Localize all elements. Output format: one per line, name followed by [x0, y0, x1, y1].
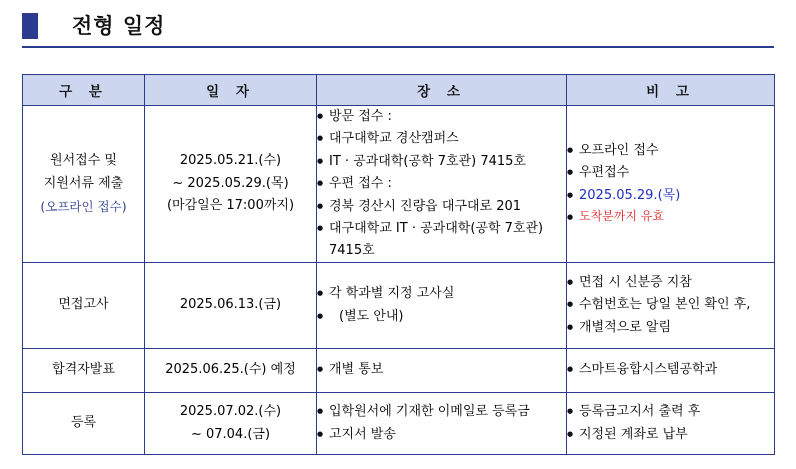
list-item: ● 개별적으로 알림: [567, 317, 774, 338]
schedule-table-container: [22, 74, 774, 455]
list-item: ● 우편접수: [567, 162, 774, 183]
category-line-2: 지원서류 제출: [43, 176, 124, 192]
cell-place: [317, 263, 567, 349]
table-row: [23, 393, 775, 455]
note-list: [567, 401, 774, 445]
cell-note: [567, 263, 775, 349]
cell-category: [23, 263, 145, 349]
cell-place: [317, 349, 567, 393]
date-line-2: ~ 07.04.(금): [190, 426, 271, 442]
list-item: ● 등록금고지서 출력 후: [567, 401, 774, 422]
list-item: ● 방문 접수 :: [317, 106, 566, 127]
cell-note: [567, 106, 775, 263]
cell-date: [145, 393, 317, 455]
cell-category: [23, 106, 145, 263]
list-item: ● 우편 접수 :: [317, 173, 566, 194]
table-row: [23, 263, 775, 349]
list-item: ● 수험번호는 당일 본인 확인 후,: [567, 294, 774, 315]
date-line-1: 2025.06.25.(수) 예정: [165, 362, 296, 378]
date-line-2: ~ 2025.05.29.(목): [172, 175, 289, 191]
category-line-1: 면접고사: [58, 297, 109, 313]
list-item: ● 2025.05.29.(목): [567, 185, 774, 206]
column-header-place: 장 소: [317, 75, 567, 106]
date-line-1: 2025.07.02.(수): [179, 403, 282, 419]
list-item: ● 도착분까지 유효: [567, 207, 774, 227]
list-item: ● 면접 시 신분증 지참: [567, 272, 774, 293]
cell-date: [145, 263, 317, 349]
list-item: ● IT · 공과대학(공학 7호관) 7415호: [317, 151, 566, 172]
cell-category: [23, 393, 145, 455]
cell-date: [145, 106, 317, 263]
date-line-1: 2025.06.13.(금): [179, 297, 282, 313]
header-divider: [22, 46, 774, 48]
list-item: ● 지정된 계좌로 납부: [567, 424, 774, 445]
list-item-continuation: ● (별도 안내): [339, 308, 404, 324]
column-header-category: 구 분: [23, 75, 145, 106]
list-item: ● 고지서 발송: [317, 424, 566, 445]
category-line-3: (오프라인 접수): [40, 198, 127, 214]
cell-date: [145, 349, 317, 393]
schedule-table: [22, 74, 775, 455]
category-line-1: 등록: [70, 415, 97, 431]
page-header: [22, 10, 774, 52]
category-line-1: 합격자발표: [52, 362, 115, 378]
cell-note: [567, 349, 775, 393]
column-header-note: 비 고: [567, 75, 775, 106]
list-item: ● 대구대학교 경산캠퍼스: [317, 128, 566, 149]
place-list: [317, 106, 566, 261]
category-line-1: 원서접수 및: [50, 153, 117, 169]
note-list: [567, 140, 774, 227]
header-accent-bar: [22, 13, 38, 39]
place-list: [317, 283, 566, 327]
list-item: ● 입학원서에 기재한 이메일로 등록금: [317, 401, 566, 422]
note-list: [567, 272, 774, 338]
list-item: ● 개별 통보: [317, 359, 566, 380]
list-item: ● 스마트융합시스템공학과: [567, 359, 774, 380]
cell-note: [567, 393, 775, 455]
list-item: ● 대구대학교 IT · 공과대학(공학 7호관) 7415호: [317, 218, 566, 261]
note-list: [567, 359, 774, 380]
column-header-date: 일 자: [145, 75, 317, 106]
cell-place: [317, 393, 567, 455]
date-line-3: (마감일은 17:00까지): [166, 198, 295, 214]
list-item: ● 오프라인 접수: [567, 140, 774, 161]
place-list: [317, 401, 566, 445]
list-item: ● 경북 경산시 진량읍 대구대로 201: [317, 196, 566, 217]
page-title: 전형 일정: [72, 14, 166, 38]
table-row: [23, 106, 775, 263]
list-item: [317, 306, 566, 327]
date-line-1: 2025.05.21.(수): [179, 152, 282, 168]
place-list: [317, 359, 566, 380]
table-header-row: [23, 75, 775, 106]
cell-category: [23, 349, 145, 393]
table-row: [23, 349, 775, 393]
cell-place: [317, 106, 567, 263]
list-item: ● 각 학과별 지정 고사실: [317, 283, 566, 304]
